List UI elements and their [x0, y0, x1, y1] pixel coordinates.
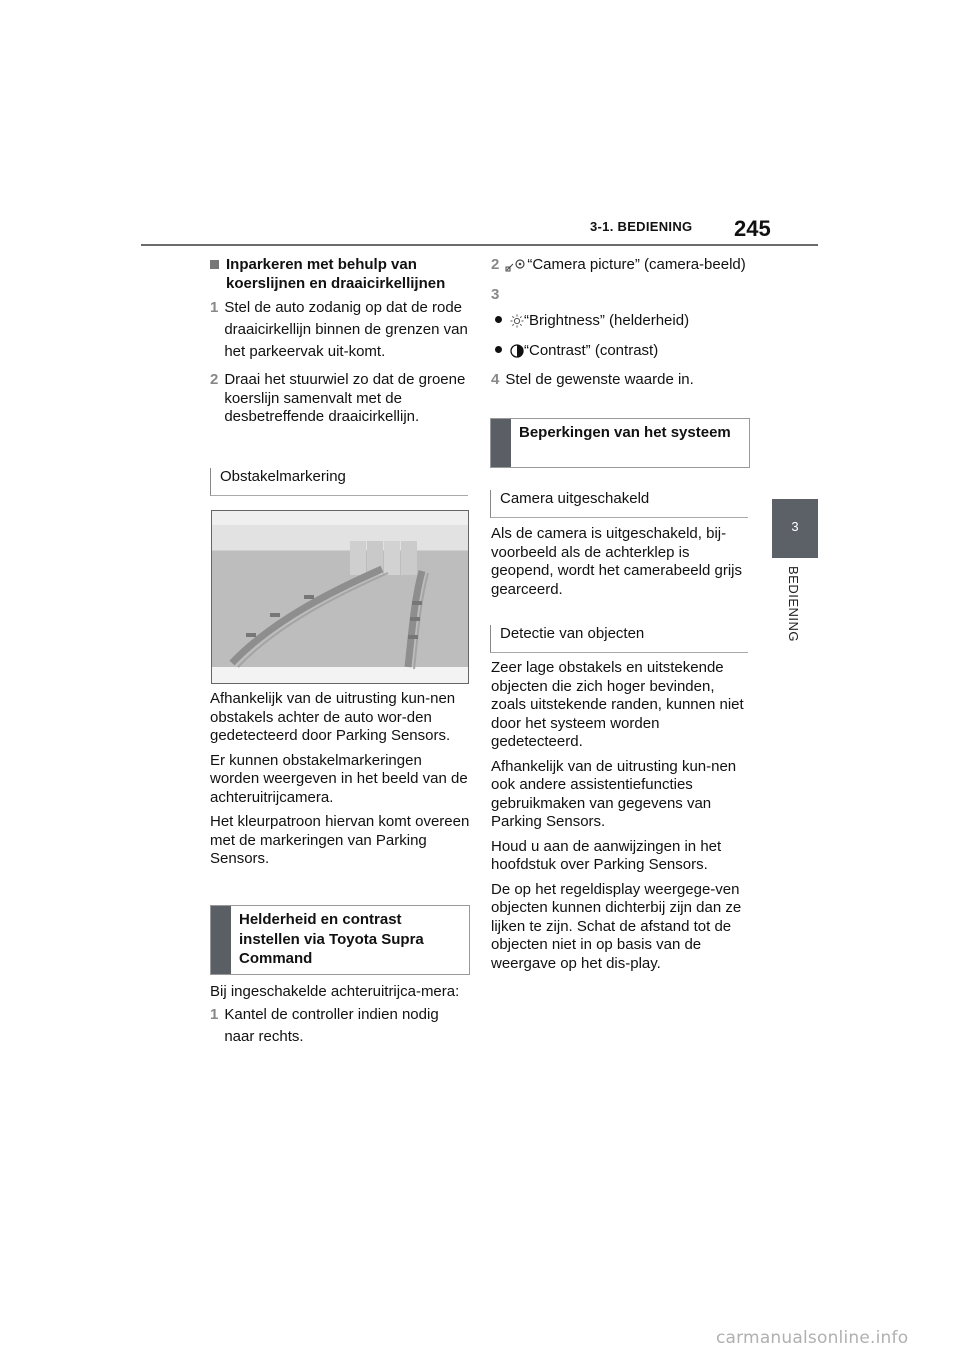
step-text: “Camera picture” (camera-beeld) [527, 256, 746, 273]
paragraph: Het kleurpatroon hiervan komt overeen met de markeringen van Parking Sensors. [210, 813, 470, 867]
detection-text [491, 659, 753, 973]
square-bullet-icon [210, 260, 219, 269]
paragraph: Houd u aan de aanwijzingen in het hoofdstuk over Parking Sensors. [491, 837, 722, 873]
bullet-text: “Contrast” (contrast) [524, 341, 659, 359]
box-heading-text: Beperkingen van het systeem [519, 424, 731, 441]
page-number: 245 [734, 216, 771, 241]
box-heading-text: Helderheid en contrast instellen via Toyota Supra Command [239, 911, 424, 967]
paragraph: Zeer lage obstakels en uitstekende objecten die zich hoger bevinden, zoals uitstekende randen, kunnen niet door het systeem worden gedetecteerd. [491, 659, 744, 750]
box-heading-bar [491, 419, 511, 467]
header-rule [141, 244, 818, 246]
watermark: carmanualsonline.info [716, 1328, 909, 1348]
bullet-dot [495, 316, 502, 323]
step-text: Draai het stuurwiel zo dat de groene koerslijn samenvalt met de desbetreffende draaicirkellijn. [224, 371, 466, 425]
step-number: 1 [210, 1005, 219, 1023]
chapter-label: BEDIENING [786, 566, 801, 643]
left-column [210, 255, 470, 427]
bullet-text: “Brightness” (helderheid) [524, 312, 690, 329]
step-number: 2 [491, 256, 500, 273]
paragraph: De op het regeldisplay weergege-ven objecten kunnen dichterbij zijn dan ze lijken te zijn. Schat de afstand tot de objecten niet in op basis van de weergave op het dis-play. [491, 880, 742, 972]
step-four [491, 371, 753, 390]
step-text-wrap [505, 256, 745, 278]
box-heading-limitations [490, 418, 750, 468]
step-1-controller [210, 1004, 472, 1048]
contrast-icon [510, 344, 524, 364]
box-heading-bar [211, 906, 231, 974]
bullet-contrast [491, 342, 753, 364]
subhead-obstacle: Obstakelmarkering [210, 468, 468, 496]
step-2 [210, 371, 470, 427]
step-three [491, 286, 753, 305]
paragraph: Afhankelijk van de uitrusting kun-nen ook andere assistentiefuncties gebruikmaken van gegevens van Parking Sensors. [491, 757, 737, 830]
chapter-number: 3 [791, 519, 799, 534]
section-heading-text: Inparkeren met behulp van koerslijnen en draaicirkellijnen [226, 256, 446, 292]
subhead-detection: Detectie van objecten [490, 625, 748, 653]
box-heading-brightness [210, 905, 470, 975]
paragraph: Er kunnen obstakelmarkeringen worden weergeven in het beeld van de achteruitrijcamera. [210, 751, 468, 806]
step-camera [491, 256, 753, 278]
step-1 [210, 297, 470, 363]
step-number: 2 [210, 371, 219, 388]
step-text: Stel de auto zodanig op dat de rode draaicirkellijn binnen de grenzen van het parkeervak uit-komt. [224, 299, 468, 360]
paragraph: Afhankelijk van de uitrusting kun-nen obstakels achter de auto wor-den gedetecteerd door Parking Sensors. [210, 690, 456, 744]
step-number: 3 [491, 285, 500, 303]
camera-illustration [211, 510, 469, 684]
subhead-camera-off: Camera uitgeschakeld [490, 490, 748, 518]
left-column-bottom [210, 983, 472, 1048]
step-number: 1 [210, 299, 219, 316]
bullet-brightness [491, 312, 753, 334]
camera-settings-icon [505, 258, 527, 278]
left-column-lower [210, 690, 472, 869]
step-text: Stel de gewenste waarde in. [505, 371, 694, 388]
step-number: 4 [491, 371, 500, 388]
paragraph: Bij ingeschakelde achteruitrijca-mera: [210, 983, 460, 1000]
brightness-icon [510, 314, 524, 334]
step-text: Kantel de controller indien nodig naar rechts. [224, 1005, 439, 1045]
bullet-dot [495, 346, 502, 353]
paragraph: Als de camera is uitgeschakeld, bij-voorbeeld als de achterklep is geopend, wordt het camerabeeld grijs gearceerd. [491, 525, 742, 598]
chapter-tab [772, 499, 818, 558]
right-column [491, 256, 753, 390]
section-heading [210, 255, 470, 293]
camera-illustration-graphic [212, 511, 468, 683]
section-title: 3-1. BEDIENING [590, 219, 693, 234]
